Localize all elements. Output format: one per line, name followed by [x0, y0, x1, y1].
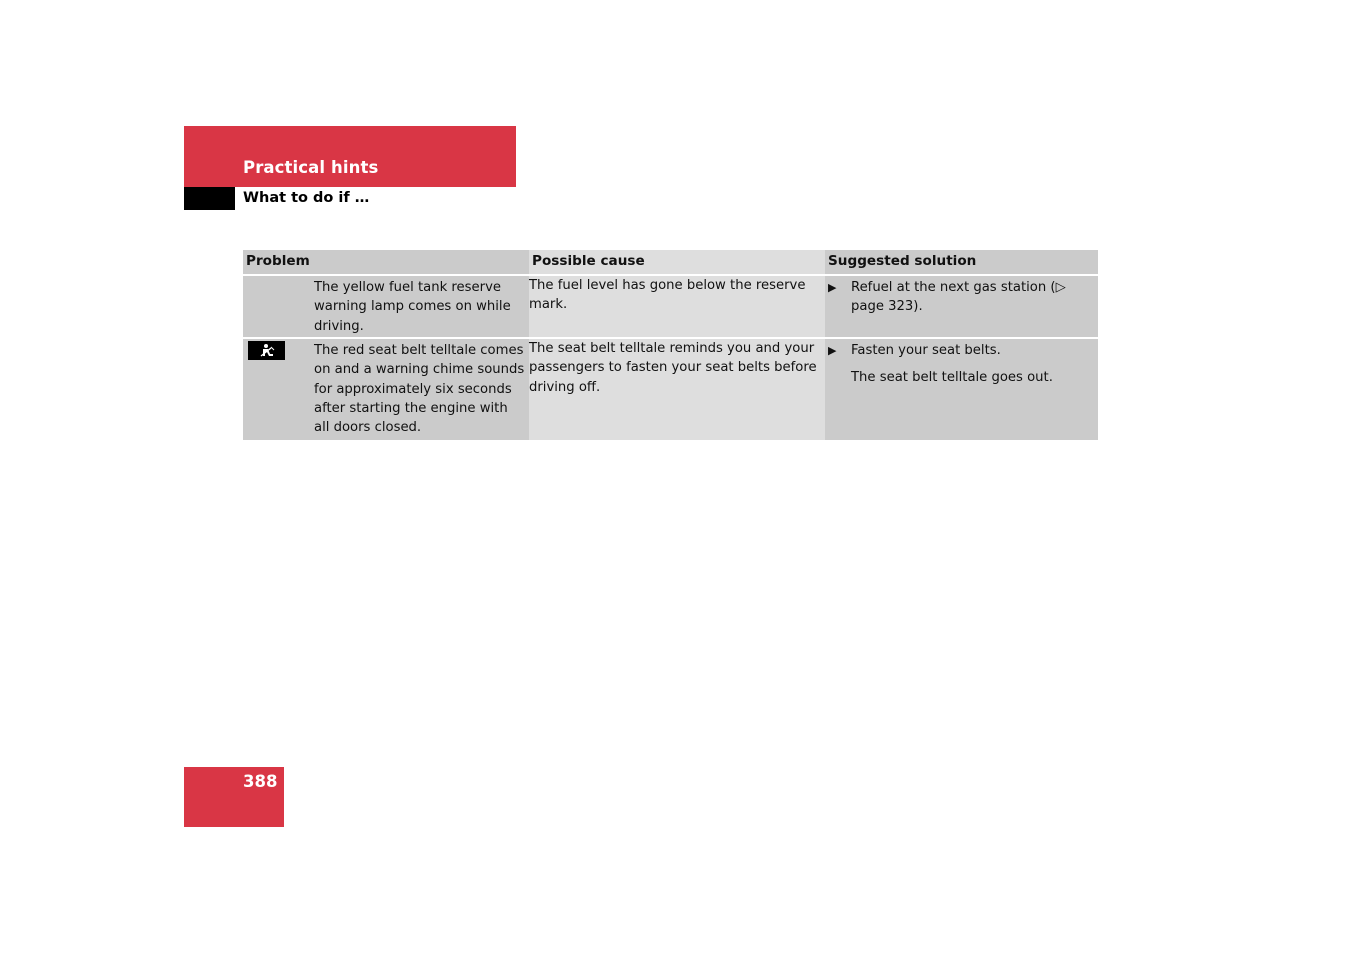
- problem-text: The yellow fuel tank reserve warning lamp comes on while driving.: [314, 280, 511, 334]
- cause-text: The seat belt telltale reminds you and your passengers to fasten your seat belts before driving off.: [529, 338, 825, 440]
- solution-text: Refuel at the next gas station (▷ page 323).: [851, 280, 1066, 315]
- cause-text: The fuel level has gone below the reserve mark.: [529, 275, 825, 338]
- problem-text: The red seat belt telltale comes on and a warning chime sounds for approximately six seconds after starting the engine with all doors closed.: [314, 343, 525, 436]
- table-header-row: [243, 250, 1098, 275]
- table-row: [243, 275, 1098, 338]
- subtitle-marker: [184, 187, 235, 210]
- section-title: Practical hints: [243, 158, 379, 177]
- solution-note: The seat belt telltale goes out.: [851, 370, 1053, 386]
- column-header-solution: Suggested solution: [825, 250, 1098, 275]
- solution-cell: [825, 338, 1098, 440]
- column-header-cause: Possible cause: [529, 250, 825, 275]
- fuel-reserve-icon: [243, 276, 314, 336]
- page-number: 388: [243, 772, 278, 791]
- solution-text: Fasten your seat belts.: [851, 343, 1001, 358]
- bullet-arrow-icon: ▶: [828, 344, 837, 357]
- solution-cell: [825, 275, 1098, 338]
- page-subtitle: What to do if …: [243, 190, 370, 206]
- problem-cell: [243, 275, 529, 338]
- bullet-arrow-icon: ▶: [828, 281, 837, 294]
- section-header-band: [184, 126, 516, 187]
- problem-cell: [243, 338, 529, 440]
- table-row: [243, 338, 1098, 440]
- troubleshooting-table: [243, 250, 1098, 440]
- column-header-problem: Problem: [243, 250, 529, 275]
- seat-belt-telltale-icon: [248, 341, 285, 360]
